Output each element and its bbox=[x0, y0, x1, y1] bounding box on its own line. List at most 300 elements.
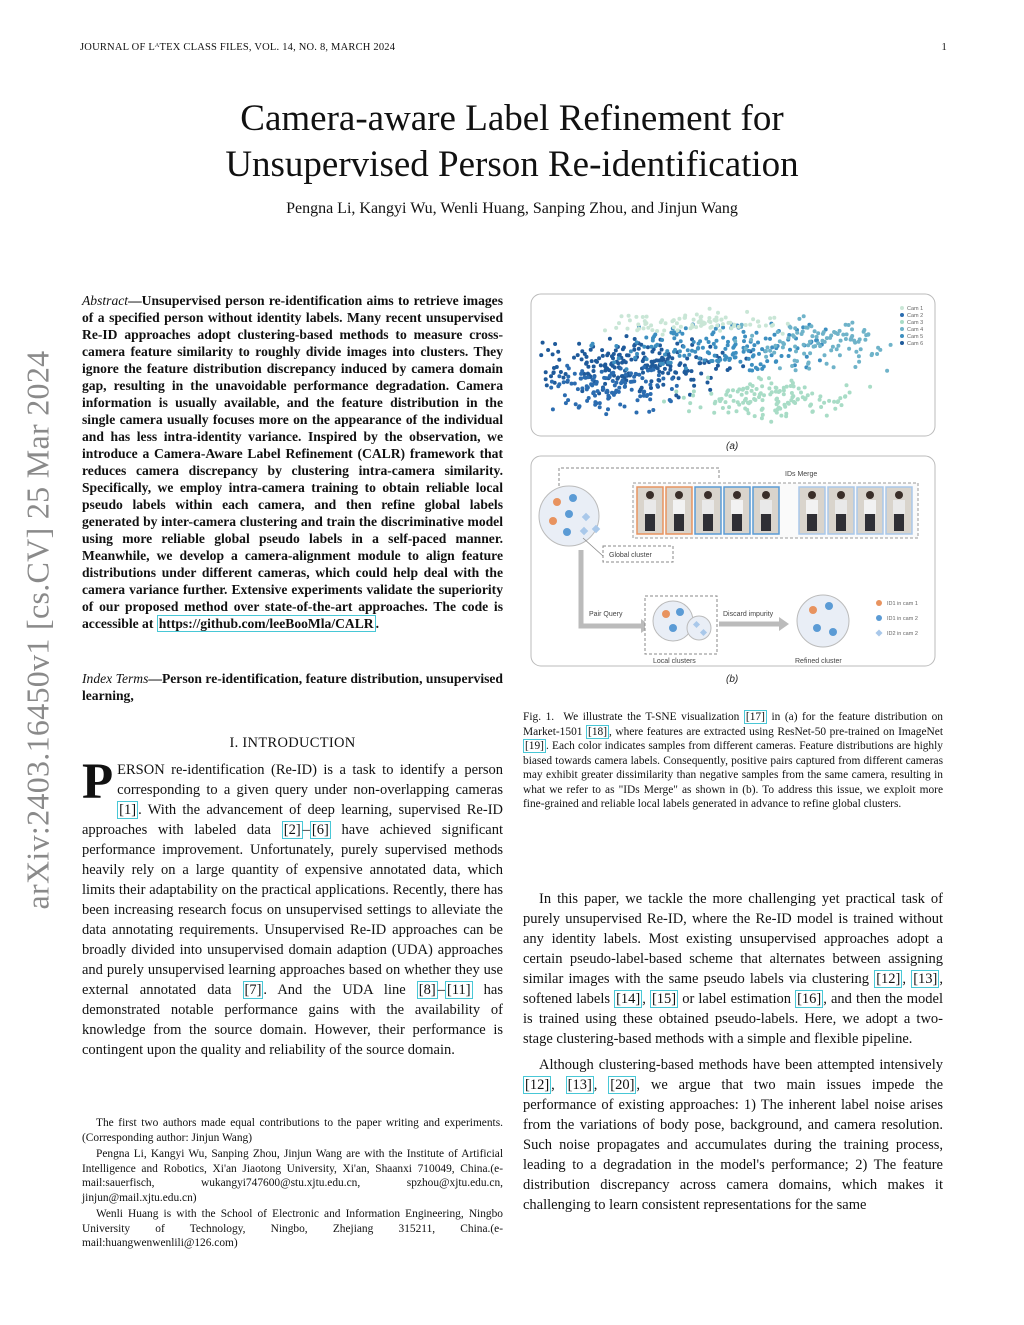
tsne-point bbox=[787, 402, 791, 406]
tsne-point bbox=[706, 376, 710, 380]
global-cluster-label: Global cluster bbox=[609, 552, 652, 559]
tsne-point bbox=[760, 408, 764, 412]
citation-separator: , bbox=[902, 971, 912, 987]
tsne-point bbox=[574, 402, 578, 406]
citation-link[interactable]: [1] bbox=[119, 802, 137, 818]
tsne-point bbox=[823, 340, 827, 344]
tsne-point bbox=[784, 412, 788, 416]
citation-link[interactable]: [14] bbox=[616, 991, 641, 1007]
caption-text-a: We illustrate the T-SNE visualization bbox=[563, 711, 744, 723]
tsne-point bbox=[847, 347, 851, 351]
tsne-point bbox=[641, 371, 645, 375]
tsne-point bbox=[629, 358, 633, 362]
tsne-point bbox=[710, 332, 714, 336]
tsne-point bbox=[682, 354, 686, 358]
tsne-point bbox=[670, 387, 674, 391]
body-text: Although clustering-based methods have been attempted intensively bbox=[539, 1057, 943, 1073]
citation-link[interactable]: [12] bbox=[876, 971, 901, 987]
tsne-point bbox=[617, 321, 621, 325]
tsne-point bbox=[857, 354, 861, 358]
citation-separator: , bbox=[642, 991, 650, 1007]
tsne-point bbox=[823, 353, 827, 357]
tsne-point bbox=[868, 385, 872, 389]
tsne-point bbox=[551, 352, 555, 356]
tsne-point bbox=[629, 371, 633, 375]
figure-1-svg bbox=[523, 288, 943, 693]
citation-link[interactable]: [19] bbox=[525, 740, 544, 752]
person-thumbnail bbox=[857, 487, 883, 534]
tsne-point bbox=[803, 397, 807, 401]
tsne-point bbox=[782, 392, 786, 396]
tsne-point bbox=[602, 376, 606, 380]
citation-link[interactable]: [20] bbox=[610, 1077, 635, 1093]
panel-a-label: (a) bbox=[726, 441, 739, 452]
tsne-point bbox=[788, 348, 792, 352]
tsne-point bbox=[651, 408, 655, 412]
person-thumbnail bbox=[753, 487, 779, 534]
tsne-point bbox=[729, 326, 733, 330]
tsne-point bbox=[641, 315, 645, 319]
tsne-point bbox=[839, 339, 843, 343]
tsne-point bbox=[663, 367, 667, 371]
cam-legend-6: Cam 6 bbox=[907, 341, 924, 347]
cam-legend-marker bbox=[900, 334, 904, 338]
tsne-point bbox=[803, 385, 807, 389]
intro-text-c: have achieved significant performance improvement. Unfortunately, purely supervised methods heavily rely on a large quantity of expensive annotated data, which limits their adaptability on the practical applications. Recently, there has been increasing research focus on unsupervised settings to alleviate the data annotating requirements. Unsupervised Re-ID approaches can be broadly divided into unsupervised domain adaption (UDA) approaches and purely unsupervised learning approaches based on whether they use external annotated data bbox=[82, 822, 503, 998]
tsne-point bbox=[634, 315, 638, 319]
id1-cam1-dot bbox=[662, 610, 670, 618]
tsne-point bbox=[749, 338, 753, 342]
tsne-point bbox=[683, 316, 687, 320]
tsne-point bbox=[692, 389, 696, 393]
tsne-point bbox=[685, 357, 689, 361]
tsne-point bbox=[832, 365, 836, 369]
tsne-point bbox=[629, 349, 633, 353]
tsne-point bbox=[755, 331, 759, 335]
tsne-point bbox=[589, 344, 593, 348]
tsne-point bbox=[614, 344, 618, 348]
tsne-point bbox=[742, 330, 746, 334]
tsne-point bbox=[573, 382, 577, 386]
tsne-point bbox=[776, 330, 780, 334]
tsne-point bbox=[636, 323, 640, 327]
tsne-point bbox=[669, 331, 673, 335]
tsne-point bbox=[773, 333, 777, 337]
tsne-point bbox=[793, 345, 797, 349]
tsne-point bbox=[642, 345, 646, 349]
tsne-point bbox=[632, 348, 636, 352]
person-thumbnail bbox=[828, 487, 854, 534]
tsne-point bbox=[825, 414, 829, 418]
tsne-point bbox=[592, 369, 596, 373]
tsne-point bbox=[791, 333, 795, 337]
tsne-point bbox=[727, 321, 731, 325]
tsne-point bbox=[836, 344, 840, 348]
tsne-point bbox=[637, 373, 641, 377]
tsne-point bbox=[585, 355, 589, 359]
tsne-point bbox=[556, 384, 560, 388]
cam-legend-marker bbox=[900, 313, 904, 317]
tsne-point bbox=[774, 360, 778, 364]
tsne-point bbox=[768, 349, 772, 353]
tsne-point bbox=[790, 391, 794, 395]
tsne-point bbox=[709, 359, 713, 363]
legend-id1-cam1: ID1 in cam 1 bbox=[887, 601, 918, 607]
tsne-point bbox=[790, 395, 794, 399]
citation-link[interactable]: [12] bbox=[525, 1077, 550, 1093]
tsne-point bbox=[620, 374, 624, 378]
citation-link[interactable]: [13] bbox=[913, 971, 938, 987]
tsne-point bbox=[701, 346, 705, 350]
citation-link[interactable]: [8] bbox=[418, 982, 436, 998]
tsne-point bbox=[655, 383, 659, 387]
tsne-point bbox=[734, 355, 738, 359]
tsne-point bbox=[699, 405, 703, 409]
tsne-point bbox=[638, 389, 642, 393]
citation-link[interactable]: [11] bbox=[446, 982, 471, 998]
tsne-point bbox=[727, 405, 731, 409]
tsne-point bbox=[849, 338, 853, 342]
legend-id2-cam2: ID2 in cam 2 bbox=[887, 631, 918, 637]
tsne-point bbox=[657, 373, 661, 377]
tsne-point bbox=[591, 391, 595, 395]
tsne-point bbox=[674, 390, 678, 394]
tsne-point bbox=[813, 329, 817, 333]
citation-dash: – bbox=[437, 982, 445, 998]
id1-cam2-dot bbox=[569, 494, 577, 502]
tsne-point bbox=[632, 344, 636, 348]
tsne-point bbox=[741, 388, 745, 392]
tsne-point bbox=[604, 365, 608, 369]
tsne-point bbox=[641, 359, 645, 363]
citation-link[interactable]: [17] bbox=[745, 711, 765, 723]
local-cluster-circle bbox=[653, 601, 693, 641]
tsne-point bbox=[864, 333, 868, 337]
tsne-point bbox=[775, 402, 779, 406]
tsne-point bbox=[806, 362, 810, 366]
tsne-point bbox=[818, 358, 822, 362]
citation-separator: , bbox=[551, 1077, 566, 1093]
tsne-point bbox=[721, 406, 725, 410]
tsne-point bbox=[760, 384, 764, 388]
tsne-point bbox=[670, 319, 674, 323]
tsne-point bbox=[612, 360, 616, 364]
tsne-point bbox=[732, 323, 736, 327]
cam-legend-marker bbox=[900, 327, 904, 331]
tsne-point bbox=[728, 394, 732, 398]
tsne-point bbox=[885, 369, 889, 373]
tsne-point bbox=[715, 316, 719, 320]
tsne-point bbox=[741, 401, 745, 405]
tsne-point bbox=[655, 358, 659, 362]
cam-legend-5: Cam 5 bbox=[907, 334, 924, 340]
tsne-point bbox=[779, 414, 783, 418]
tsne-point bbox=[625, 367, 629, 371]
citation-link[interactable]: [16] bbox=[797, 991, 822, 1007]
tsne-point bbox=[675, 321, 679, 325]
tsne-point bbox=[577, 342, 581, 346]
tsne-point bbox=[596, 389, 600, 393]
tsne-point bbox=[706, 350, 710, 354]
tsne-point bbox=[706, 381, 710, 385]
tsne-point bbox=[796, 398, 800, 402]
tsne-point bbox=[721, 326, 725, 330]
tsne-point bbox=[649, 345, 653, 349]
person-thumbnail bbox=[666, 487, 692, 534]
figure-caption bbox=[523, 710, 943, 812]
tsne-point bbox=[626, 327, 630, 331]
tsne-point bbox=[567, 366, 571, 370]
tsne-point bbox=[592, 365, 596, 369]
tsne-point bbox=[591, 378, 595, 382]
tsne-point bbox=[767, 386, 771, 390]
tsne-point bbox=[795, 359, 799, 363]
tsne-point bbox=[753, 414, 757, 418]
tsne-point bbox=[672, 350, 676, 354]
tsne-point bbox=[576, 387, 580, 391]
citation-link[interactable]: [6] bbox=[311, 822, 329, 838]
tsne-point bbox=[754, 366, 758, 370]
tsne-point bbox=[597, 356, 601, 360]
paper-title bbox=[80, 96, 944, 188]
tsne-point bbox=[740, 393, 744, 397]
tsne-point bbox=[713, 401, 717, 405]
tsne-point bbox=[822, 401, 826, 405]
tsne-point bbox=[600, 370, 604, 374]
tsne-point bbox=[745, 391, 749, 395]
tsne-point bbox=[708, 388, 712, 392]
tsne-point bbox=[751, 317, 755, 321]
tsne-point bbox=[781, 332, 785, 336]
tsne-point bbox=[619, 381, 623, 385]
tsne-point bbox=[712, 342, 716, 346]
tsne-point bbox=[716, 311, 720, 315]
tsne-point bbox=[751, 384, 755, 388]
tsne-point bbox=[756, 320, 760, 324]
body-text: or label estimation bbox=[678, 991, 796, 1007]
abstract bbox=[82, 292, 503, 632]
panel-b-label: (b) bbox=[726, 674, 739, 685]
tsne-point bbox=[608, 375, 612, 379]
body-text: , and then the model is trained using these obtained pseudo-labels. Here, we adopt a two-stage clustering-based methods with a simple and flexible pipeline. bbox=[523, 991, 944, 1047]
tsne-point bbox=[598, 405, 602, 409]
citation-link[interactable]: [13] bbox=[567, 1077, 592, 1093]
tsne-point bbox=[850, 327, 854, 331]
tsne-point bbox=[635, 340, 639, 344]
tsne-point bbox=[589, 382, 593, 386]
tsne-point bbox=[845, 332, 849, 336]
tsne-point bbox=[627, 314, 631, 318]
tsne-point bbox=[774, 398, 778, 402]
tsne-point bbox=[750, 389, 754, 393]
tsne-point bbox=[787, 354, 791, 358]
refined-cluster-label: Refined cluster bbox=[795, 658, 842, 665]
tsne-point bbox=[672, 336, 676, 340]
tsne-point bbox=[600, 348, 604, 352]
tsne-point bbox=[736, 400, 740, 404]
section-heading: I. INTRODUCTION bbox=[229, 735, 356, 751]
tsne-point bbox=[786, 322, 790, 326]
tsne-point bbox=[787, 336, 791, 340]
tsne-point bbox=[742, 339, 746, 343]
tsne-point bbox=[726, 368, 730, 372]
citation-link[interactable]: [7] bbox=[244, 982, 262, 998]
tsne-point bbox=[853, 365, 857, 369]
tsne-point bbox=[714, 327, 718, 331]
citation-link[interactable]: [18] bbox=[588, 725, 608, 738]
tsne-point bbox=[648, 383, 652, 387]
tsne-point bbox=[562, 380, 566, 384]
tsne-point bbox=[664, 321, 668, 325]
tsne-point bbox=[716, 364, 720, 368]
tsne-point bbox=[642, 365, 646, 369]
index-terms-label: Index Terms bbox=[82, 671, 149, 686]
tsne-point bbox=[661, 377, 665, 381]
tsne-point bbox=[648, 397, 652, 401]
tsne-point bbox=[844, 337, 848, 341]
tsne-point bbox=[802, 352, 806, 356]
tsne-point bbox=[675, 333, 679, 337]
tsne-point bbox=[816, 331, 820, 335]
tsne-point bbox=[857, 340, 861, 344]
tsne-point bbox=[764, 355, 768, 359]
ids-merge-label: IDs Merge bbox=[785, 471, 818, 478]
tsne-point bbox=[774, 386, 778, 390]
tsne-point bbox=[693, 350, 697, 354]
tsne-point bbox=[751, 348, 755, 352]
tsne-point bbox=[707, 340, 711, 344]
tsne-point bbox=[580, 357, 584, 361]
tsne-point bbox=[768, 316, 772, 320]
tsne-point bbox=[790, 364, 794, 368]
tsne-point bbox=[690, 369, 694, 373]
tsne-point bbox=[802, 314, 806, 318]
body-paragraph-1 bbox=[523, 889, 943, 1049]
tsne-point bbox=[562, 376, 566, 380]
pair-query-label: Pair Query bbox=[589, 611, 623, 618]
tsne-point bbox=[644, 380, 648, 384]
tsne-point bbox=[579, 372, 583, 376]
cam-legend-marker bbox=[900, 341, 904, 345]
tsne-point bbox=[778, 366, 782, 370]
tsne-point bbox=[679, 325, 683, 329]
tsne-point bbox=[743, 335, 747, 339]
index-terms bbox=[82, 670, 503, 704]
tsne-point bbox=[737, 325, 741, 329]
tsne-point bbox=[692, 318, 696, 322]
tsne-point bbox=[683, 370, 687, 374]
tsne-point bbox=[723, 347, 727, 351]
tsne-point bbox=[618, 353, 622, 357]
tsne-point bbox=[726, 340, 730, 344]
index-terms-text: —Person re-identification, feature distribution, unsupervised learning, bbox=[82, 671, 503, 703]
tsne-point bbox=[764, 324, 768, 328]
tsne-point bbox=[599, 363, 603, 367]
tsne-point bbox=[726, 411, 730, 415]
tsne-point bbox=[774, 344, 778, 348]
tsne-point bbox=[795, 331, 799, 335]
tsne-point bbox=[662, 329, 666, 333]
tsne-point bbox=[757, 352, 761, 356]
code-link[interactable]: https://github.com/leeBooMla/CALR bbox=[158, 616, 374, 631]
tsne-point bbox=[585, 399, 589, 403]
tsne-point bbox=[757, 324, 761, 328]
person-thumbnail bbox=[886, 487, 912, 534]
tsne-point bbox=[646, 345, 650, 349]
tsne-panel bbox=[531, 294, 935, 436]
tsne-point bbox=[840, 403, 844, 407]
tsne-point bbox=[719, 318, 723, 322]
tsne-point bbox=[818, 394, 822, 398]
tsne-point bbox=[649, 368, 653, 372]
tsne-point bbox=[747, 357, 751, 361]
tsne-point bbox=[805, 355, 809, 359]
tsne-point bbox=[761, 413, 765, 417]
running-title: JOURNAL OF LᴬTEX CLASS FILES, VOL. 14, NO. 8, MARCH 2024 bbox=[80, 42, 396, 53]
tsne-point bbox=[614, 326, 618, 330]
tsne-point bbox=[778, 389, 782, 393]
tsne-point bbox=[738, 360, 742, 364]
tsne-point bbox=[643, 319, 647, 323]
tsne-point bbox=[797, 317, 801, 321]
tsne-point bbox=[656, 366, 660, 370]
tsne-point bbox=[782, 388, 786, 392]
citation-link[interactable]: [2] bbox=[283, 822, 301, 838]
tsne-point bbox=[605, 353, 609, 357]
tsne-point bbox=[744, 323, 748, 327]
cam-legend-marker bbox=[900, 320, 904, 324]
footnote-affiliation-1: Pengna Li, Kangyi Wu, Sanping Zhou, Jinjun Wang are with the Institute of Artificial Intelligence and Robotics, Xi'an Jiaotong University, Xi'an, Shaanxi 710049, China.(e-mail:sauerfisch, wukangyi747600@stu.xjtu.edu.cn, spzhou@xjtu.edu.cn, jinjun@mail.xjtu.edu.cn) bbox=[82, 1148, 503, 1204]
tsne-point bbox=[658, 351, 662, 355]
arxiv-stamp-text: arXiv:2403.16450v1 [cs.CV] 25 Mar 2024 bbox=[19, 350, 56, 910]
citation-link[interactable]: [15] bbox=[651, 991, 677, 1007]
tsne-point bbox=[764, 337, 768, 341]
tsne-point bbox=[640, 376, 644, 380]
tsne-point bbox=[613, 383, 617, 387]
tsne-point bbox=[707, 316, 711, 320]
tsne-point bbox=[752, 397, 756, 401]
tsne-point bbox=[650, 328, 654, 332]
tsne-point bbox=[743, 407, 747, 411]
tsne-point bbox=[559, 370, 563, 374]
tsne-point bbox=[708, 326, 712, 330]
tsne-point bbox=[621, 347, 625, 351]
tsne-point bbox=[586, 375, 590, 379]
arxiv-stamp bbox=[14, 300, 62, 960]
tsne-point bbox=[808, 404, 812, 408]
tsne-point bbox=[604, 412, 608, 416]
tsne-point bbox=[696, 347, 700, 351]
tsne-point bbox=[645, 315, 649, 319]
tsne-point bbox=[608, 337, 612, 341]
tsne-point bbox=[832, 330, 836, 334]
tsne-point bbox=[750, 334, 754, 338]
tsne-point bbox=[767, 376, 771, 380]
tsne-point bbox=[835, 347, 839, 351]
tsne-point bbox=[794, 368, 798, 372]
local-clusters-label: Local clusters bbox=[653, 658, 696, 665]
tsne-point bbox=[732, 399, 736, 403]
intro-text-b: . With the advancement of deep learning, supervised Re-ID approaches with labeled data bbox=[82, 802, 503, 838]
tsne-point bbox=[760, 367, 764, 371]
tsne-point bbox=[825, 362, 829, 366]
tsne-point bbox=[666, 371, 670, 375]
tsne-point bbox=[682, 345, 686, 349]
tsne-point bbox=[802, 343, 806, 347]
tsne-point bbox=[617, 390, 621, 394]
citation-dash: – bbox=[302, 822, 310, 838]
tsne-point bbox=[679, 339, 683, 343]
